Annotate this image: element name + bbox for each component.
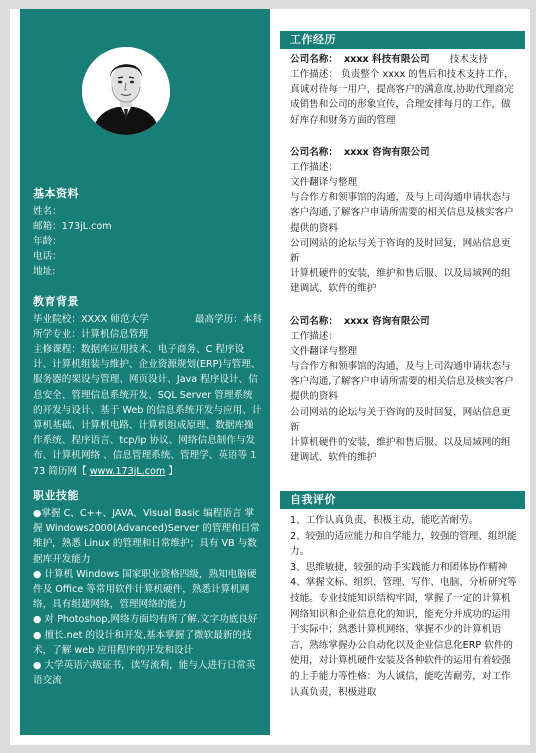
job-description-line: 计算机硬件的安装，维护和售后服、以及局域网的组建调试、软件的维护 [290,437,511,464]
phone-field: 电话： [33,251,62,262]
website-link[interactable]: www.173jL.com [89,465,166,477]
courses-field [33,342,262,479]
job-description: 工作描述： 负责整个 xxxx 的售后和技术支持工作，真诚对待每一用户，提高客户的满意度,协助代理商完成销售和公司的形象宣传，合理安排每月的工作，做好库存和财务方面的管理 [290,69,514,126]
company-label: 公司名称： [290,54,338,65]
courses-text: 主修课程：数据库应用技术、电子商务、C 程序设计、计算机组装与维护、企业资源规划(ERP)与管理、服务器的架设与管理、网页设计、Java 程序设计、信息安全、管理信息系统开发、SQL Server 管理系统的开发与设计、基于 Web 的信息系统开发与应用、计算机基础、计算机电路、计算机组成原理、数据库操作系统、程序语言、tcp/ip 协议、网络信息制作与发布、计算机网络 、信息管理系统、管理学、英语等 [33,344,262,462]
job-description-line: 工作描述： [290,330,338,342]
self-eval-item: 3、思维敏捷，较强的动手实践能力和团体协作精神 [290,561,508,573]
portrait-photo-icon [82,47,170,135]
job-description-line: 公司网站的论坛与关于咨询的及时回复，网站信息更新 [290,406,511,433]
work-title: 工作经历 [280,31,525,49]
job-description-line: 文件翻译与整理 [290,345,358,357]
company-name: xxxx 咨询有限公司 [343,315,430,327]
self-eval-section [280,491,525,700]
company-name: xxxx 咨询有限公司 [343,146,430,158]
job-entry [280,142,525,297]
name-field: 姓名： [33,206,62,217]
company-row [290,52,515,67]
email-field: 邮箱：173jL.com [33,221,112,232]
self-eval-item: 1、工作认真负责，积极主动，能吃苦耐劳。 [290,515,479,526]
job-entry [280,49,525,128]
address-field: 地址: [33,266,56,277]
skills-title: 职业技能 [33,489,79,502]
company-label: 公司名称： [290,315,338,327]
skill-item: ● 计算机 Windows 国家职业资格四级，熟知电脑硬件及 Office 等常用软件计算机硬件，熟悉计算机网络，具有组建网络，管理网络的能力 [33,568,257,611]
courses-suffix: 173 简历网【 [33,450,257,477]
skills-section [33,487,262,688]
basic-info-title: 基本资料 [33,187,79,200]
skill-item: ●掌握 C、C++、JAVA、Visual Basic 编程语言 掌握 Windows2000(Advanced)Server 的管理和日常维护，熟悉 Linux 的管理和日常维护；具有 VB 与数据库开发能力 [33,508,260,565]
company-row [290,145,515,160]
self-eval-item: 4、掌握文标、组织、管理、写作、电脑、分析研究等技能。专业技能知识结构牢固，掌握了一定的计算机网络知识和企业信息化的知识，能充分并成功的运用于实际中；熟悉计算机网络、掌握不少的计算机语言，熟练掌握办公自动化以及企业信息化ERP 软件的使用，对计算机硬件安装及各种软件的运用有着较强的上手能力等性格：为人诚信，能吃苦耐劳，对工作认真负责，积极进取 [290,577,517,698]
work-section [280,31,525,465]
job-position: 技术支持 [449,54,488,65]
job-entry [280,311,525,466]
degree-field: 最高学历：本科 [194,314,262,325]
school-field: 毕业院校：XXXX 师范大学 [33,314,149,325]
job-description-line: 与合作方和领事馆的沟通，及与上司沟通申请状态与客户沟通,了解客户申请所需要的相关信息及核实客户提供的资料 [290,361,514,403]
company-name: xxxx 科技有限公司 [343,54,430,65]
job-description-line: 计算机硬件的安装，维护和售后服、以及局域网的组建调试、软件的维护 [290,268,511,295]
education-title: 教育背景 [33,295,79,308]
self-eval-body [280,509,525,700]
skill-item: ● 对 Photoshop,网络方面均有所了解,文字功底良好 [33,614,258,626]
sidebar [20,9,270,735]
avatar [82,47,170,135]
courses-link-end: 】 [168,465,178,477]
company-label: 公司名称： [290,146,338,158]
basic-info-section [33,185,262,279]
school-row [33,312,262,327]
job-description-line: 文件翻译与整理 [290,177,358,189]
skill-item: ● 大学英语六级证书，读写流利，能与人进行日常英语交流 [33,660,256,687]
job-description-line: 工作描述： [290,161,338,173]
major-field: 所学专业：计算机信息管理 [33,329,149,340]
skill-item: ● 擅长.net 的设计和开发,基本掌握了微软最新的技术，了解 web 应用程序的开发和设计 [33,629,252,656]
job-description-line: 公司网站的论坛与关于咨询的及时回复，网站信息更新 [290,237,511,265]
job-description-line: 与合作方和领事馆的沟通，及与上司沟通申请状态与客户沟通,了解客户申请所需要的相关信息及核实客户提供的资料 [290,192,514,234]
age-field: 年龄： [33,236,62,247]
self-eval-title: 自我评价 [280,491,525,509]
education-section [33,293,262,479]
company-row [290,314,515,329]
self-eval-item: 2、较强的适应能力和自学能力，较强的管理、组织能力。 [290,530,517,558]
